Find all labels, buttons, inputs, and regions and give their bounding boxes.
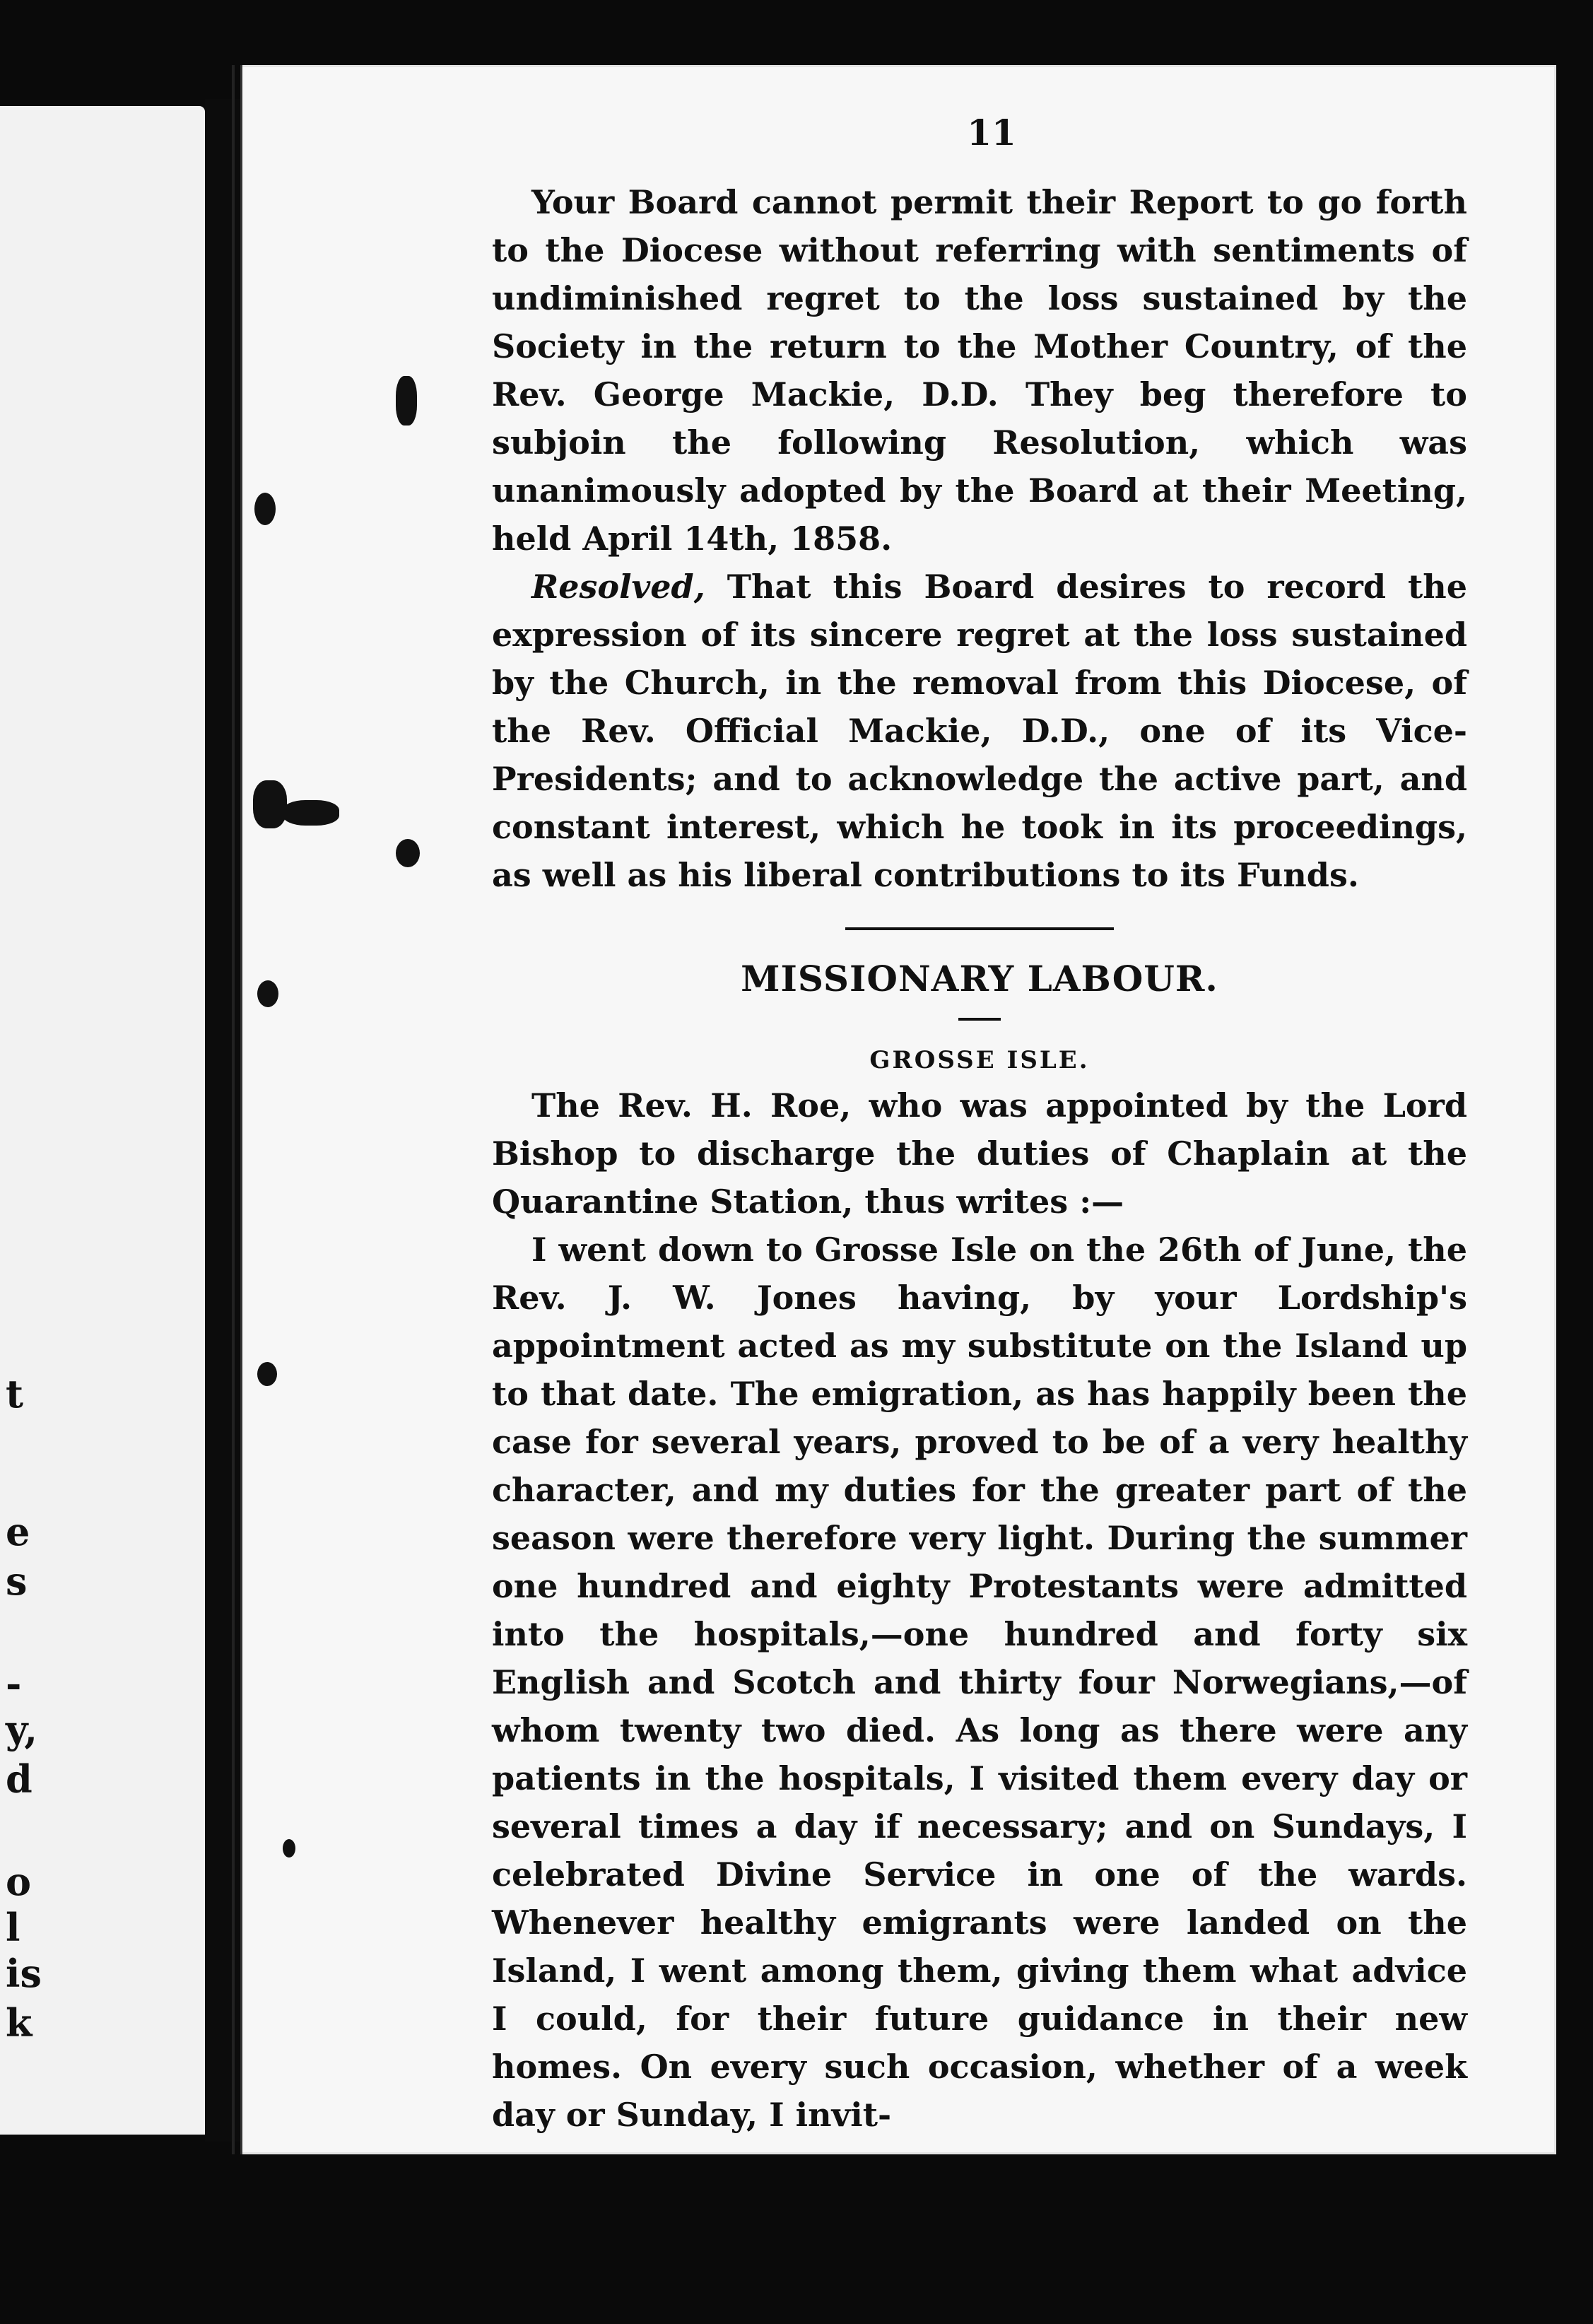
resolution-paragraph [492, 563, 1467, 899]
section-heading: MISSIONARY LABOUR. [741, 958, 1218, 999]
section-divider [845, 927, 1114, 930]
ink-speck [396, 376, 417, 426]
left-margin-fragment: is [6, 1951, 42, 1996]
binding-edge-line [240, 65, 242, 2154]
left-margin-fragment: e [6, 1509, 30, 1554]
ink-speck [283, 1839, 295, 1858]
resolution-text: That this Board desires to record the expression of its sincere regret at the loss sustained by the Church, in the removal from this Diocese, of the Rev. Official Mackie, D.D., one of its Vice-Presidents; and to acknowledge the active part, and constant interest, which he took in its proceedings, as well as his liberal contributions to its Funds. [492, 568, 1467, 894]
report-paragraph: Your Board cannot permit their Report to go forth to the Diocese without referring with sentiments of undiminished regret to the loss sustained by the Society in the return to the Mother Country, of the Rev. George Mackie, D.D. They beg therefore to subjoin the following Resolution, which was unanimously adopted by the Board at their Meeting, held April 14th, 1858. [492, 183, 1467, 558]
text-column [492, 178, 1467, 2139]
binding-edge-line [232, 65, 235, 2154]
letter-paragraph: I went down to Grosse Isle on the 26th of June, the Rev. J. W. Jones having, by your Lordship's appointment acted as my substitute on the Island up to that date. The emigration, as has happily been the case for several years, proved to be of a very healthy character, and my duties for the greater part of the season were therefore very light. During the summer one hundred and eighty Protestants were admitted into the hospitals,—one hundred and forty six English and Scotch and thirty four Norwegians,—of whom twenty two died. As long as there were any patients in the hospitals, I visited them every day or several times a day if necessary; and on Sundays, I celebrated Divine Service in one of the wards. Whenever healthy emigrants were landed on the Island, I went among them, giving them what advice I could, for their future guidance in their new homes. On every such occasion, whether of a week day or Sunday, I invit- [492, 1231, 1467, 2134]
left-margin-fragment: o [6, 1859, 32, 1904]
left-margin-fragment: y, [6, 1707, 38, 1752]
intro-paragraph: The Rev. H. Roe, who was appointed by the Lord Bishop to discharge the duties of Chaplain at the Quarantine Station, thus writes :— [492, 1086, 1467, 1221]
left-margin-fragment: s [6, 1559, 28, 1604]
page-number: 11 [967, 112, 1016, 153]
left-page-margin-fragments [0, 106, 205, 2135]
heading-short-rule [958, 1018, 1001, 1021]
left-margin-fragment: k [6, 2000, 33, 2046]
ink-speck [396, 839, 420, 867]
ink-speck [257, 980, 278, 1007]
subsection-heading: GROSSE ISLE. [869, 1046, 1090, 1074]
ink-blot [283, 800, 339, 826]
ink-blot [253, 780, 287, 828]
left-margin-fragment: l [6, 1905, 20, 1950]
left-margin-fragment: t [6, 1371, 23, 1416]
resolved-lead: Resolved, [531, 568, 705, 606]
left-margin-fragment: d [6, 1756, 33, 1802]
ink-speck [257, 1362, 277, 1386]
left-facing-page [0, 106, 205, 2135]
ink-speck [254, 493, 276, 525]
left-margin-fragment: - [6, 1661, 22, 1706]
